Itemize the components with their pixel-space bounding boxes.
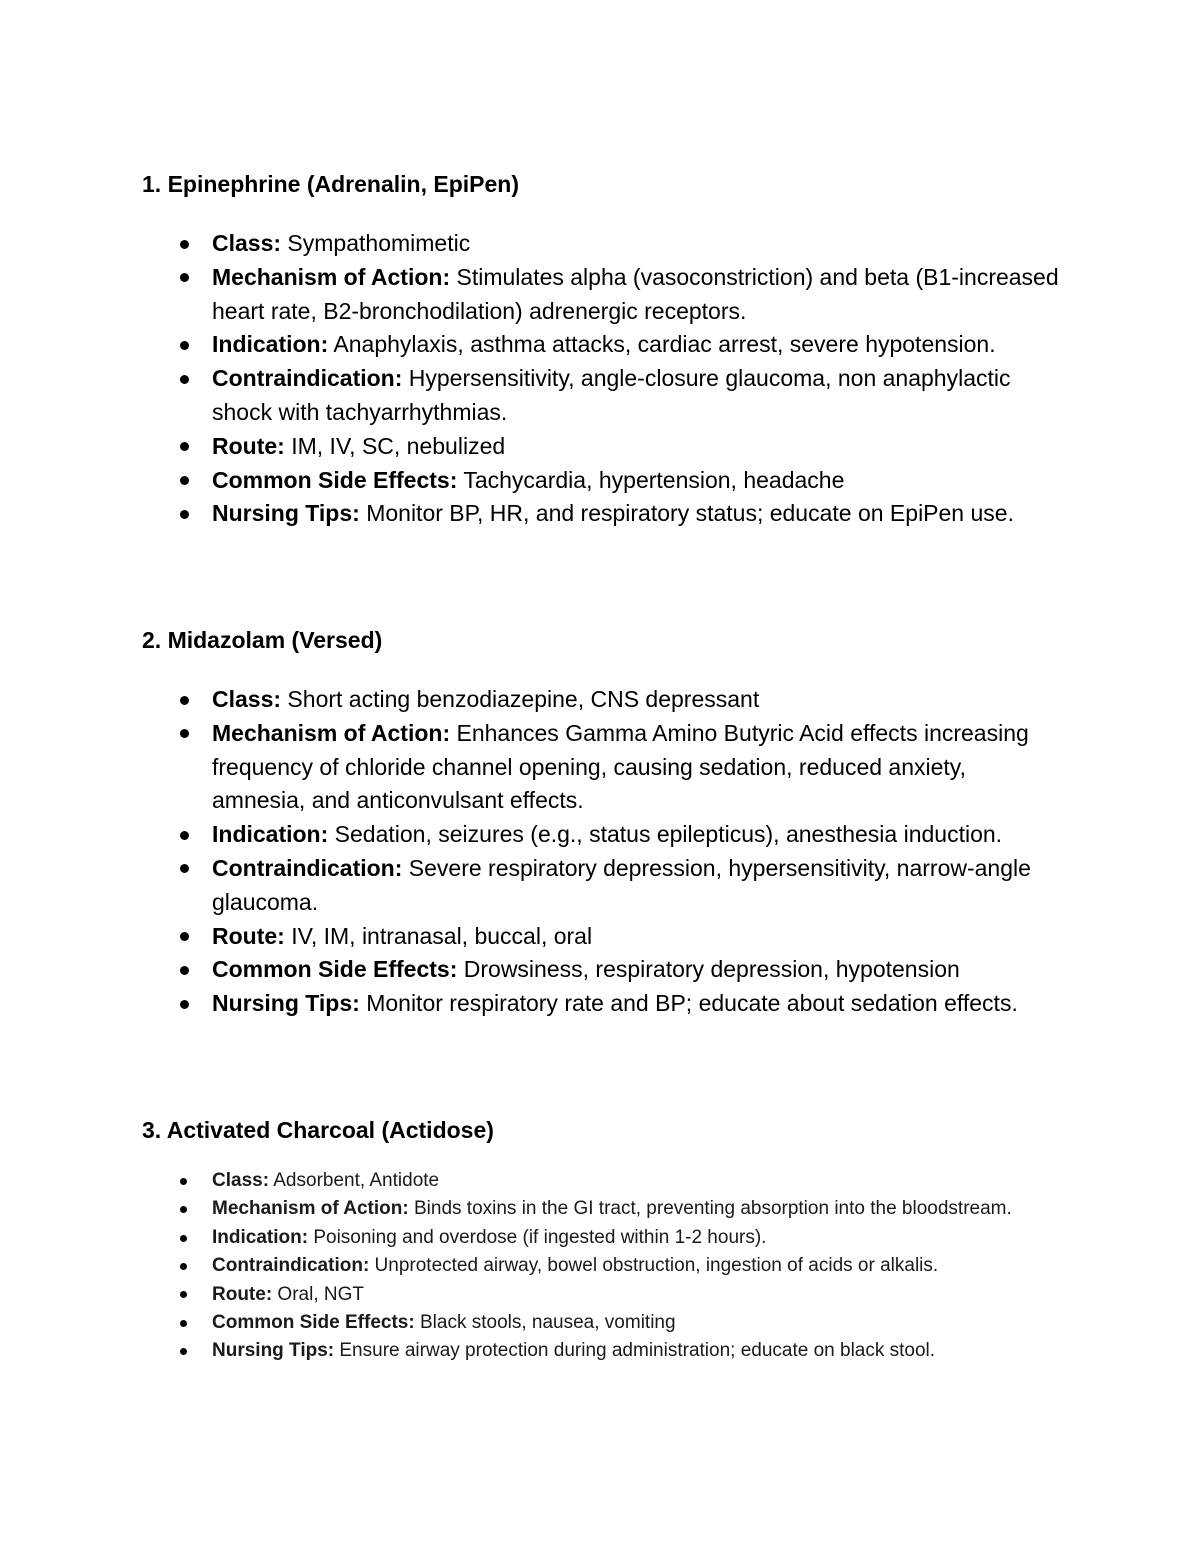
item-text: Severe respiratory depression, hypersensitivity, narrow-angle glaucoma. [212,854,1031,915]
bullet-icon [180,1320,187,1327]
list-item [142,683,1062,717]
list-item [142,497,1062,531]
bullet-icon [180,729,189,738]
bullet-icon [180,442,189,451]
item-label: Indication: [212,1226,309,1248]
item-text: Monitor respiratory rate and BP; educate about sedation effects. [359,990,1018,1017]
bullet-icon [180,341,189,350]
list-item [142,430,1062,464]
section-title: 3. Activated Charcoal (Actidose) [142,1117,494,1143]
bullet-icon [180,510,189,519]
drug-section-epinephrine [142,169,1062,531]
item-text: Ensure airway protection during administration; educate on black stool. [334,1340,936,1362]
item-label: Class: [212,686,282,712]
list-item [142,987,1062,1021]
list-item [142,1337,1062,1365]
bullet-icon [180,240,189,249]
item-label: Contraindication: [212,1255,370,1277]
item-label: Nursing Tips: [212,990,360,1017]
item-text: Unprotected airway, bowel obstruction, ingestion of acids or alkalis. [369,1255,939,1277]
item-text: Black stools, nausea, vomiting [414,1312,676,1334]
item-label: Common Side Effects: [212,466,458,493]
item-text: Tachycardia, hypertension, headache [457,466,845,493]
bullet-icon [180,696,189,705]
list-item [142,852,1062,920]
item-text: Short acting benzodiazepine, CNS depressant [281,686,760,712]
item-label: Common Side Effects: [212,956,458,983]
bullet-icon [180,1291,187,1298]
bullet-icon [180,1348,187,1355]
item-label: Nursing Tips: [212,1340,335,1362]
bullet-icon [180,966,189,975]
bullet-icon [180,1178,187,1185]
list-item [142,717,1062,818]
section-title: 2. Midazolam (Versed) [142,627,383,653]
item-label: Common Side Effects: [212,1312,415,1334]
item-text: Monitor BP, HR, and respiratory status; educate on EpiPen use. [359,500,1014,527]
item-text: Sympathomimetic [281,230,471,256]
list-item [142,362,1062,430]
list-item [142,1167,1062,1195]
item-text: Enhances Gamma Amino Butyric Acid effects increasing frequency of chloride channel opening, causing sedation, reduced anxiety, amnesia, and anticonvulsant effects. [212,719,1029,814]
item-label: Nursing Tips: [212,500,360,527]
item-text: Adsorbent, Antidote [269,1170,440,1191]
item-label: Class: [212,1170,270,1191]
item-label: Mechanism of Action: [212,1198,409,1220]
bullet-icon [180,1000,189,1009]
item-label: Contraindication: [212,854,403,881]
list-item [142,227,1062,261]
item-text: Sedation, seizures (e.g., status epilepticus), anesthesia induction. [328,821,1003,848]
item-text: IV, IM, intranasal, buccal, oral [284,922,593,949]
list-item [142,1252,1062,1280]
bullet-icon [180,273,189,282]
item-text: Hypersensitivity, angle-closure glaucoma, non anaphylactic shock with tachyarrhythmias. [212,365,1011,425]
item-text: IM, IV, SC, nebulized [284,432,506,459]
list-item [142,1281,1062,1309]
drug-details-list [142,1167,1062,1366]
item-label: Route: [212,432,285,459]
list-item [142,1195,1062,1223]
item-label: Mechanism of Action: [212,719,451,746]
item-text: Binds toxins in the GI tract, preventing absorption into the bloodstream. [408,1198,1012,1220]
bullet-icon [180,1263,187,1270]
item-text: Poisoning and overdose (if ingested within 1-2 hours). [308,1226,767,1248]
list-item [142,818,1062,852]
item-label: Mechanism of Action: [212,263,451,290]
list-item [142,920,1062,954]
item-label: Indication: [212,821,329,848]
bullet-icon [180,864,189,873]
item-text: Stimulates alpha (vasoconstriction) and beta (B1-increased heart rate, B2-bronchodilation) adrenergic receptors. [212,263,1059,324]
bullet-icon [180,1235,187,1242]
item-text: Oral, NGT [272,1283,364,1305]
drug-details-list [142,683,1062,1021]
bullet-icon [180,932,189,941]
item-label: Indication: [212,331,329,358]
list-item [142,1309,1062,1337]
drug-section-activated-charcoal [142,1115,1062,1366]
drug-details-list [142,227,1062,531]
list-item [142,953,1062,987]
list-item [142,328,1062,362]
item-label: Route: [212,1283,273,1305]
list-item [142,261,1062,329]
item-text: Anaphylaxis, asthma attacks, cardiac arrest, severe hypotension. [328,331,996,358]
list-item [142,1224,1062,1252]
bullet-icon [180,375,189,384]
section-title: 1. Epinephrine (Adrenalin, EpiPen) [142,171,519,197]
bullet-icon [180,476,189,485]
drug-section-midazolam [142,625,1062,1021]
bullet-icon [180,1206,187,1213]
item-text: Drowsiness, respiratory depression, hypotension [457,956,960,983]
item-label: Class: [212,230,282,256]
bullet-icon [180,831,189,840]
item-label: Contraindication: [212,365,403,392]
list-item [142,464,1062,498]
item-label: Route: [212,922,285,949]
